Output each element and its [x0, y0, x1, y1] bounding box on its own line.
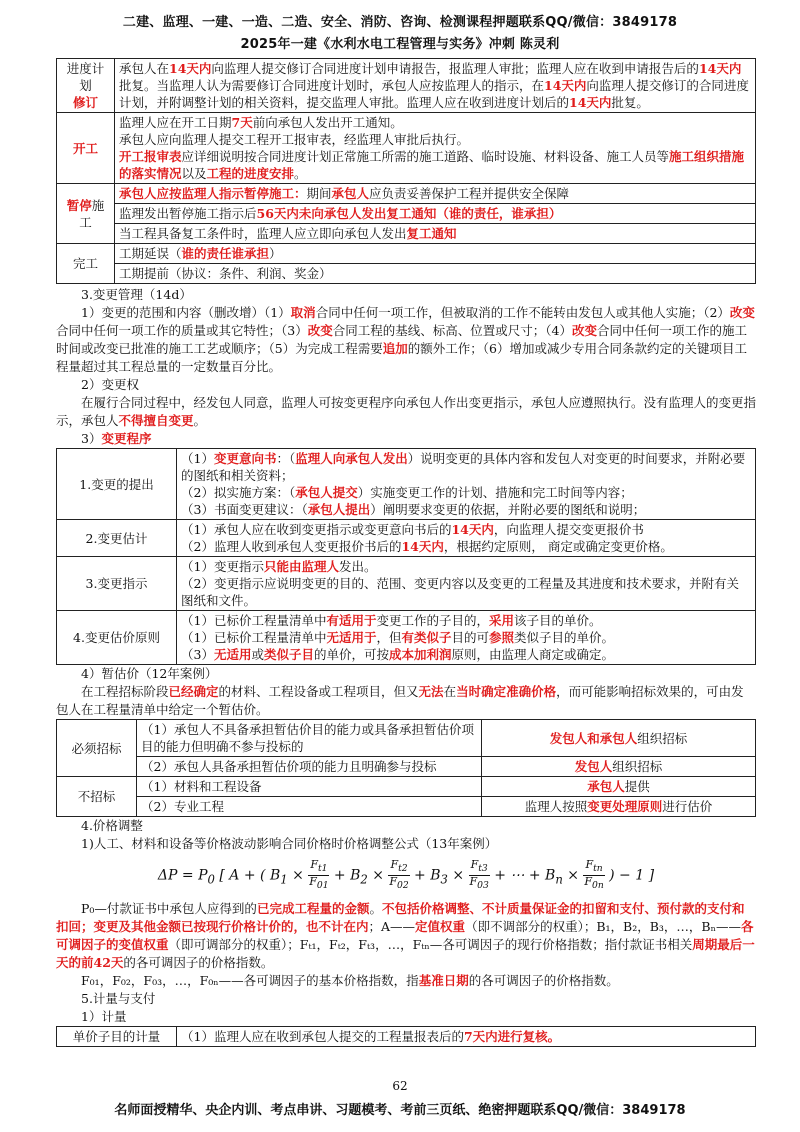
bid-must-2: （2）承包人具备承担暂估价项的能力且明确参与投标 — [137, 757, 482, 777]
table-row — [57, 797, 756, 817]
start-content: 监理人应在开工日期7天前向承包人发出开工通知。 承包人应向监理人提交工程开工报审表，经监理人审批后执行。 开工报审表应详细说明按合同进度计划正常施工所需的施工道路、临时设施、材料设备、施工人员等施工组织措施的落实情况以及工程的进度安排。 — [115, 113, 756, 184]
row-label-revise: 进度计划 修订 — [57, 59, 115, 113]
bidding-table — [56, 719, 756, 817]
procedure-estimate-content: （1）承包人应在收到变更指示或变更意向书后的14天内，向监理人提交变更报价书 （2）监理人收到承包人变更报价书后的14天内，根据约定原则， 商定或确定变更价格。 — [177, 520, 756, 557]
table-row — [57, 611, 756, 665]
procedure-table — [56, 448, 756, 665]
table-row — [57, 224, 756, 244]
provisional-paragraph: 在工程招标阶段已经确定的材料、工程设备或工程项目，但又无法在当时确定准确价格，而可能影响招标效果的，可由发包人在工程量清单中给定一个暂估价。 — [56, 684, 744, 717]
bid-no-2-org: 监理人按照变更处理原则进行估价 — [482, 797, 756, 817]
price-definitions-paragraph: P₀—付款证书中承包人应得到的已完成工程量的金额。不包括价格调整、不计质量保证金的扣留和支付、预付款的支付和扣回；变更及其他金额已按现行价格计价的，也不计在内；A——定值权重（即不调部分的权重）；B₁，B₂，B₃，…，Bₙ——各可调因子的变值权重（即可调部分的权重）；Fₜ₁，Fₜ₂，Fₜ₃，…，Fₜₙ—各可调因子的现行价格指数；指付款证书相关周期最后一天的前42天的各可调因子的价格指数。 — [56, 901, 755, 971]
table-row — [57, 777, 756, 797]
page-number: 62 — [392, 1079, 408, 1093]
bid-no-1-org: 承包人提供 — [482, 777, 756, 797]
procedure-label-valuation: 4.变更估价原则 — [57, 611, 177, 665]
header-title: 2025年一建《水利水电工程管理与实务》冲刺 陈灵利 — [240, 37, 560, 52]
schedule-table — [56, 58, 756, 284]
table-row — [57, 204, 756, 224]
measure-heading: 5.计量与支付 — [81, 991, 156, 1007]
table-row — [57, 1027, 756, 1047]
row-label-start: 开工 — [57, 113, 115, 184]
table-row — [57, 520, 756, 557]
change-heading: 3.变更管理（14d） — [81, 287, 192, 302]
suspend-line-1: 承包人应按监理人指示暂停施工：期间承包人应负责妥善保护工程并提供安全保障 — [115, 184, 756, 204]
suspend-line-2: 监理发出暂停施工指示后56天内未向承包人发出复工通知（谁的责任，谁承担） — [115, 204, 756, 224]
change-right-paragraph: 在履行合同过程中，经发包人同意，监理人可按变更程序向承包人作出变更指示，承包人应遵照执行。没有监理人的变更指示，承包人不得擅自变更。 — [56, 395, 757, 428]
complete-line-2: 工期提前（协议：条件、利润、奖金） — [115, 264, 756, 284]
row-label-complete: 完工 — [57, 244, 115, 284]
table-row — [57, 557, 756, 611]
row-label-suspend: 暂停施工 — [57, 184, 115, 244]
table-row — [57, 59, 756, 113]
change-right-heading: 2）变更权 — [81, 377, 139, 392]
measure-table — [56, 1026, 756, 1047]
measure-row-label: 单价子目的计量 — [57, 1027, 177, 1047]
price-adjustment-formula: $\Delta P = P_0$ [ A + ( $B_1$ × $\frac{F_{t1}}{F_{01}}$ + $B_2$ × $\frac{F_{t2}}{F_{02}}$ + $B_3$ × $\frac{F_{t3}}{F_{03}}$ + ⋯ + $B_n$ × $\frac{F_{tn}}{F_{0n}}$ ) − 1 ] — [157, 858, 655, 892]
table-row — [57, 449, 756, 520]
procedure-instruct-content: （1）变更指示只能由监理人发出。 （2）变更指示应说明变更的目的、范围、变更内容以及变更的工程量及其进度和技术要求，并附有关图纸和文件。 — [177, 557, 756, 611]
bid-no-2: （2）专业工程 — [137, 797, 482, 817]
footer-contact-line: 名师面授精华、央企内训、考点串讲、习题模考、考前三页纸、绝密押题联系QQ/微信：3849178 — [114, 1103, 686, 1118]
price-subheading: 1)人工、材料和设备等价格波动影响合同价格时价格调整公式（13年案例） — [81, 836, 498, 851]
bid-label-no: 不招标 — [57, 777, 137, 817]
bid-label-must: 必须招标 — [57, 720, 137, 777]
table-row — [57, 244, 756, 264]
procedure-label-estimate: 2.变更估计 — [57, 520, 177, 557]
bid-must-1-org: 发包人和承包人组织招标 — [482, 720, 756, 757]
page-body — [56, 58, 756, 1047]
revise-content: 承包人在14天内向监理人提交修订合同进度计划申请报告，报监理人审批；监理人应在收到申请报告后的14天内批复。当监理人认为需要修订合同进度计划时，承包人应按监理人的指示，在14天内向监理人提交修订的合同进度计划，并附调整计划的相关资料，提交监理人审批。监理人应在收到进度计划后的14天内批复。 — [115, 59, 756, 113]
table-row — [57, 757, 756, 777]
measure-row-content: （1）监理人应在收到承包人提交的工程量报表后的7天内进行复核。 — [177, 1027, 756, 1047]
table-row — [57, 113, 756, 184]
price-heading: 4.价格调整 — [81, 818, 143, 833]
procedure-valuation-content: （1）已标价工程量清单中有适用于变更工作的子目的，采用该子目的单价。 （1）已标价工程量清单中无适用于，但有类似子目的可参照类似子目的单价。 （3）无适用或类似子目的单价，可按成本加利润原则，由监理人商定或确定。 — [177, 611, 756, 665]
change-procedure-heading: 3）变更程序 — [81, 431, 152, 446]
table-row — [57, 720, 756, 757]
bid-must-1: （1）承包人不具备承担暂估价目的能力或具备承担暂估价项目的能力但明确不参与投标的 — [137, 720, 482, 757]
header-contact-line: 二建、监理、一建、一造、二造、安全、消防、咨询、检测课程押题联系QQ/微信：3849178 — [122, 15, 678, 30]
table-row — [57, 184, 756, 204]
suspend-line-3: 当工程具备复工条件时，监理人应立即向承包人发出复工通知 — [115, 224, 756, 244]
procedure-label-instruct: 3.变更指示 — [57, 557, 177, 611]
procedure-label-propose: 1.变更的提出 — [57, 449, 177, 520]
bid-must-2-org: 发包人组织招标 — [482, 757, 756, 777]
price-base-index-paragraph: F₀₁，F₀₂，F₀₃，…，F₀ₙ——各可调因子的基本价格指数，指基准日期的各可调因子的价格指数。 — [81, 973, 619, 989]
bid-no-1: （1）材料和工程设备 — [137, 777, 482, 797]
complete-line-1: 工期延误（谁的责任谁承担） — [115, 244, 756, 264]
change-scope-paragraph: 1）变更的范围和内容（删改增）（1）取消合同中任何一项工作，但被取消的工作不能转由发包人或其他人实施；（2）改变合同中任何一项工作的质量或其它特性；（3）改变合同工程的基线、标高、位置或尺寸；（4）改变合同中任何一项工作的施工时间或改变已批准的施工工艺或顺序；（5）为完成工程需要追加的额外工作；（6）增加或减少专用合同条款约定的关键项目工程量超过其工程总量的一定数量百分比。 — [56, 305, 755, 374]
measure-subheading: 1）计量 — [81, 1009, 127, 1025]
provisional-heading: 4）暂估价（12年案例） — [81, 666, 218, 681]
procedure-propose-content: （1）变更意向书：（监理人向承包人发出）说明变更的具体内容和发包人对变更的时间要求，并附必要的图纸和相关资料； （2）拟实施方案：（承包人提交）实施变更工作的计划、措施和完工时间等内容； （3）书面变更建议：（承包人提出）阐明要求变更的依据，并附必要的图纸和说明； — [177, 449, 756, 520]
table-row — [57, 264, 756, 284]
